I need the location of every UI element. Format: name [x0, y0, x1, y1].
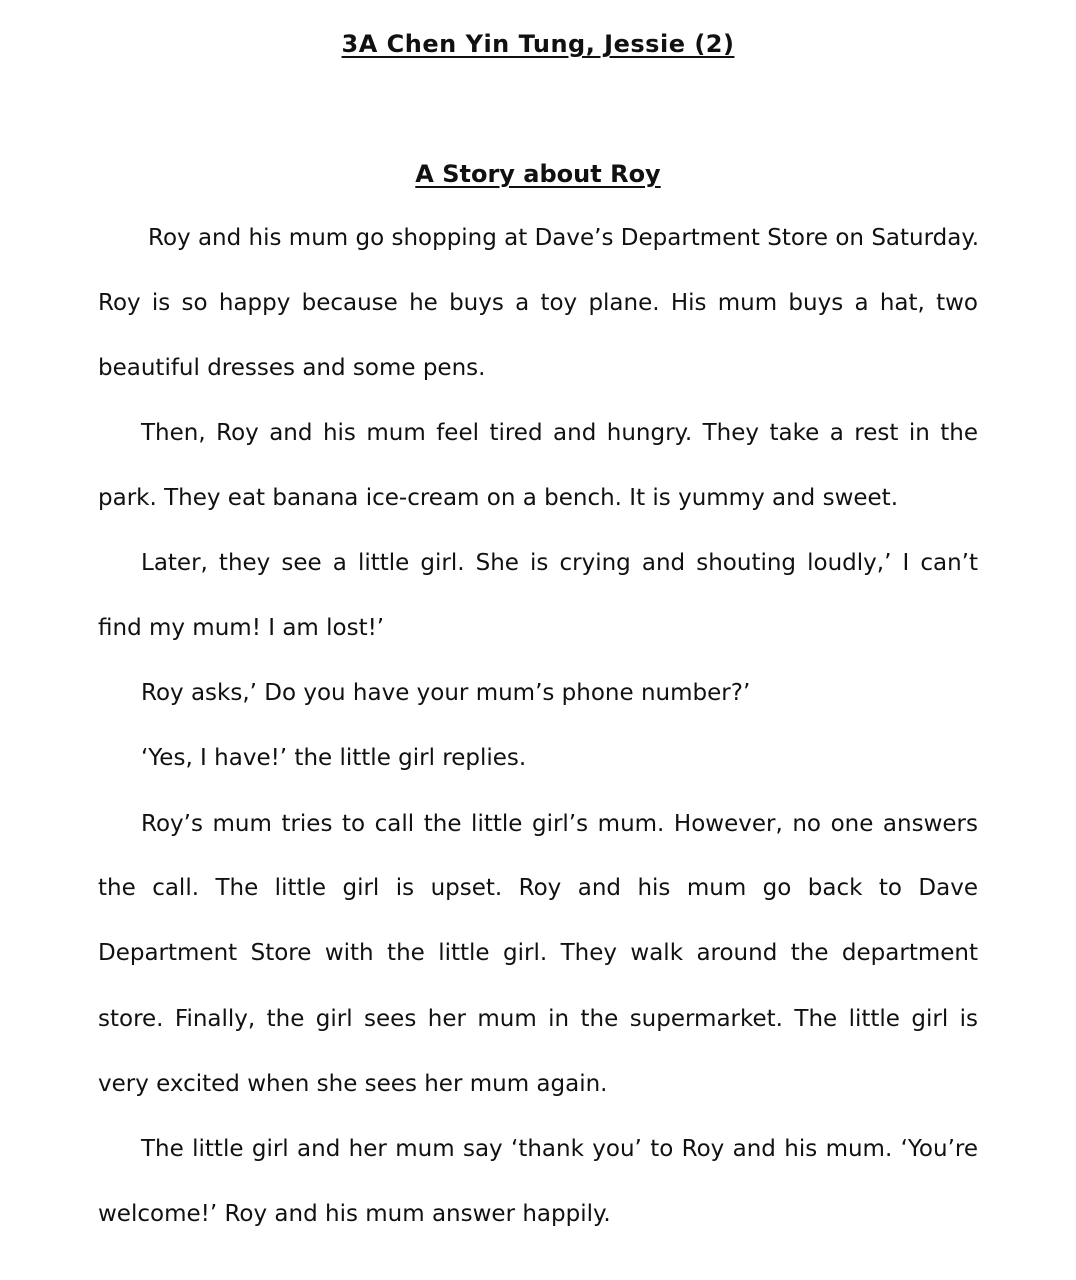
story-line: welcome!’ Roy and his mum answer happily. [98, 1201, 611, 1227]
story-line: Roy’s mum tries to call the little girl’s mum. However, no one answers [141, 811, 978, 837]
story-line: Roy asks,’ Do you have your mum’s phone number?’ [141, 680, 751, 706]
author-heading: 3A Chen Yin Tung, Jessie (2) [341, 30, 735, 58]
story-line: find my mum! I am lost!’ [98, 615, 385, 641]
story-line: Roy and his mum go shopping at Dave’s Department Store on Saturday. [148, 225, 979, 251]
story-line: Department Store with the little girl. They walk around the department [98, 940, 978, 966]
story-line: store. Finally, the girl sees her mum in the supermarket. The little girl is [98, 1006, 978, 1032]
story-line: Then, Roy and his mum feel tired and hungry. They take a rest in the [141, 420, 978, 446]
story-title: A Story about Roy [415, 160, 661, 188]
story-line: the call. The little girl is upset. Roy and his mum go back to Dave [98, 875, 978, 901]
story-line: beautiful dresses and some pens. [98, 355, 486, 381]
story-line: very excited when she sees her mum again. [98, 1071, 608, 1097]
story-line: park. They eat banana ice-cream on a bench. It is yummy and sweet. [98, 485, 899, 511]
story-line: Roy is so happy because he buys a toy plane. His mum buys a hat, two [98, 290, 978, 316]
story-line: ‘Yes, I have!’ the little girl replies. [141, 745, 527, 771]
story-line: The little girl and her mum say ‘thank you’ to Roy and his mum. ‘You’re [141, 1136, 978, 1162]
story-line: Later, they see a little girl. She is crying and shouting loudly,’ I can’t [141, 550, 978, 576]
